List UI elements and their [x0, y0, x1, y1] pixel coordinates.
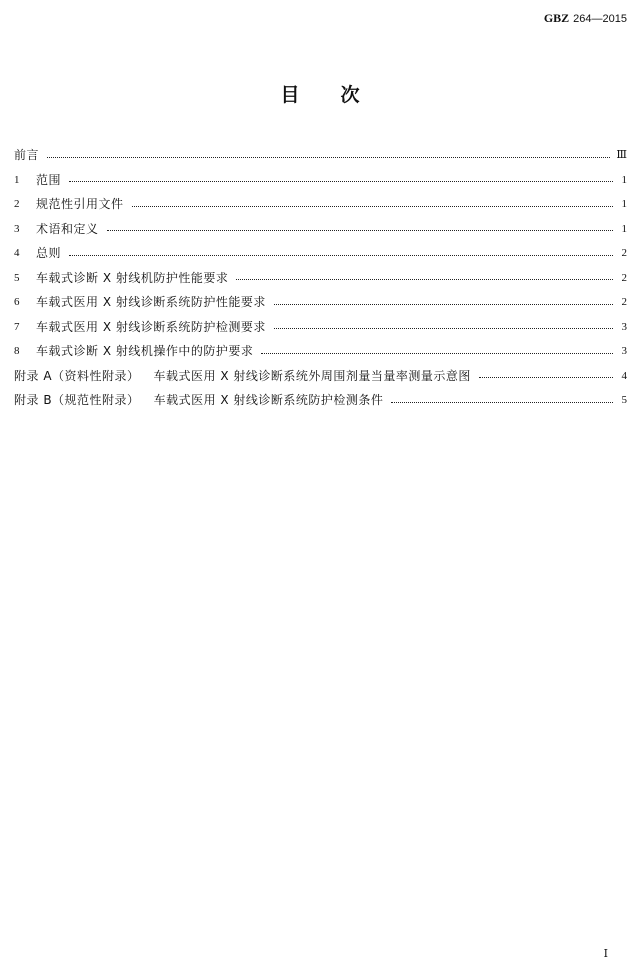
title-char-1: 目 [280, 84, 301, 106]
toc-entry-label: 规范性引用文件 [36, 197, 124, 212]
toc-entry-8[interactable] [14, 339, 627, 364]
toc-entry-label: 前言 [14, 148, 40, 163]
toc-page-number: 5 [621, 394, 627, 407]
toc-entry-label: 术语和定义 [36, 221, 99, 236]
toc-entry-number: 3 [14, 222, 20, 235]
toc-page-number: 1 [621, 222, 627, 235]
title-char-2: 次 [340, 84, 361, 106]
toc-leader-dots [391, 402, 613, 403]
toc-entry-number: 4 [14, 247, 20, 260]
toc-entry-3[interactable] [14, 217, 627, 242]
toc-page-number: 2 [621, 296, 627, 309]
toc-leader-dots [479, 377, 613, 378]
toc-entry-number: 2 [14, 198, 20, 211]
standard-number: 264—2015 [573, 13, 627, 25]
toc-appendix-label: 附录 B（规范性附录） [14, 393, 140, 408]
page-number: Ⅰ [603, 948, 608, 960]
toc-leader-dots [274, 328, 613, 329]
toc-page-number: 2 [621, 271, 627, 284]
toc-leader-dots [107, 230, 613, 231]
toc-page-number: 1 [621, 198, 627, 211]
toc-entry-label: 车载式诊断 X 射线机操作中的防护要求 [36, 344, 254, 359]
toc-leader-dots [69, 255, 613, 256]
toc-entry-number: 7 [14, 320, 20, 333]
toc-entry-7[interactable] [14, 315, 627, 340]
toc-entry-appendix-b[interactable] [14, 388, 627, 413]
toc-entry-label: 车载式医用 X 射线诊断系统防护检测要求 [36, 319, 266, 334]
toc-entry-number: 5 [14, 271, 20, 284]
toc-leader-dots [274, 304, 613, 305]
table-of-contents [14, 143, 627, 413]
toc-page-number: 2 [621, 247, 627, 260]
page-title [0, 80, 641, 107]
toc-leader-dots [47, 157, 610, 158]
toc-entry-2[interactable] [14, 192, 627, 217]
toc-entry-label: 范围 [36, 172, 62, 187]
toc-entry-label: 总则 [36, 246, 62, 261]
toc-page-number: 1 [621, 173, 627, 186]
standard-code [544, 11, 627, 26]
toc-page-number: Ⅲ [616, 149, 627, 162]
toc-entry-foreword[interactable] [14, 143, 627, 168]
toc-leader-dots [132, 206, 613, 207]
toc-page-number: 3 [621, 345, 627, 358]
toc-entry-label: 车载式医用 X 射线诊断系统防护性能要求 [36, 295, 266, 310]
toc-leader-dots [261, 353, 613, 354]
toc-leader-dots [69, 181, 613, 182]
toc-entry-4[interactable] [14, 241, 627, 266]
toc-entry-number: 6 [14, 296, 20, 309]
toc-entry-appendix-a[interactable] [14, 364, 627, 389]
toc-page-number: 3 [621, 320, 627, 333]
toc-entry-label: 车载式医用 X 射线诊断系统外周围剂量当量率测量示意图 [153, 368, 471, 383]
toc-entry-6[interactable] [14, 290, 627, 315]
toc-entry-number: 8 [14, 345, 20, 358]
toc-entry-label: 车载式诊断 X 射线机防护性能要求 [36, 270, 229, 285]
toc-entry-1[interactable] [14, 168, 627, 193]
toc-leader-dots [236, 279, 613, 280]
toc-page-number: 4 [621, 369, 627, 382]
standard-prefix: GBZ [543, 11, 570, 25]
toc-entry-label: 车载式医用 X 射线诊断系统防护检测条件 [153, 393, 384, 408]
toc-appendix-label: 附录 A（资料性附录） [14, 368, 140, 383]
toc-entry-5[interactable] [14, 266, 627, 291]
toc-entry-number: 1 [14, 173, 20, 186]
